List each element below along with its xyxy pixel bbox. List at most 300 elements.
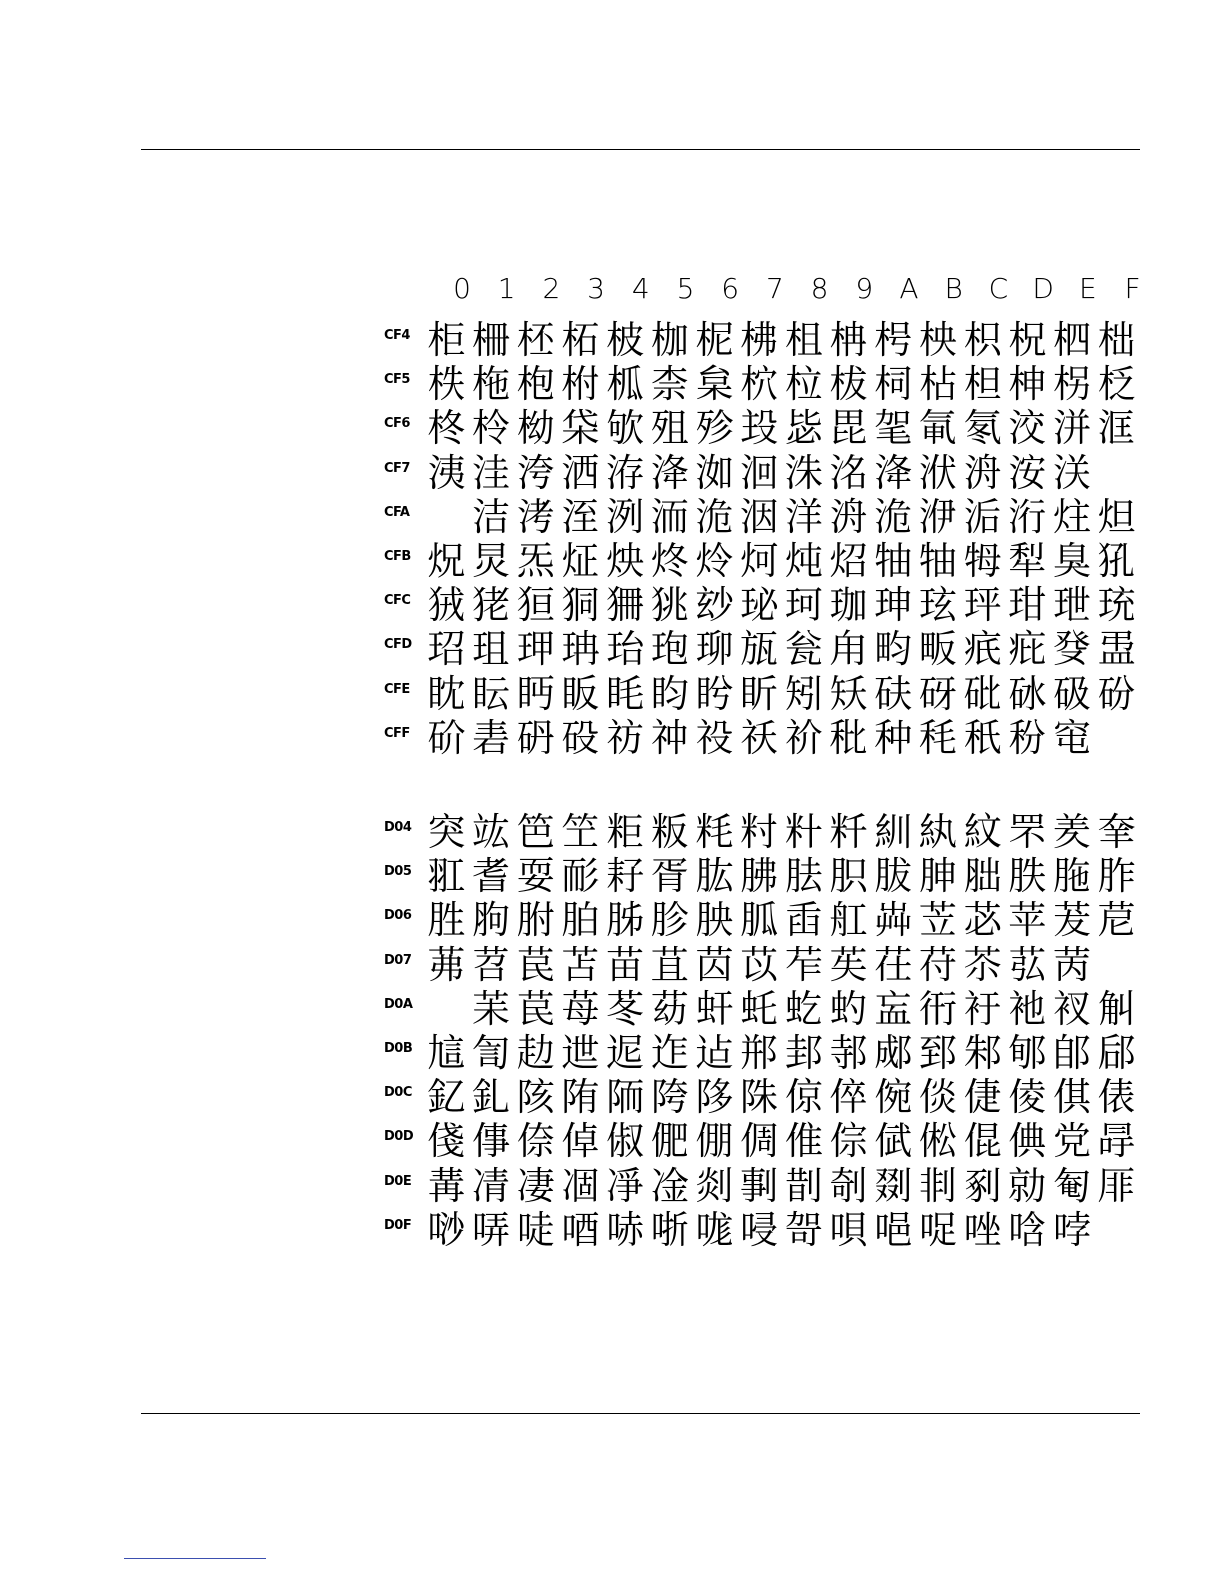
char-cell: 砏 (1097, 671, 1136, 716)
char-cell: 倱 (963, 1119, 1002, 1164)
char-cell: 洢 (918, 494, 957, 539)
char-cell: 殶 (740, 406, 779, 451)
char-cell: 舡 (829, 898, 868, 943)
char-cell: 笁 (561, 810, 600, 854)
char-cell: 柶 (1052, 318, 1091, 362)
char-cell: 炴 (606, 538, 645, 583)
char-cell: 狦 (606, 583, 645, 628)
char-cell: 盺 (740, 671, 779, 716)
row-label: CFA (384, 504, 410, 520)
char-cell: 郇 (1008, 1030, 1047, 1075)
char-cell: 炡 (561, 538, 600, 583)
char-cell: 疧 (963, 627, 1002, 672)
char-cell: 柫 (740, 318, 779, 362)
column-header-4: 4 (631, 272, 650, 305)
char-cell: 虼 (784, 986, 823, 1031)
char-cell: 牰 (918, 538, 957, 583)
char-cell: 籿 (740, 810, 779, 854)
char-cell: 陔 (516, 1075, 555, 1120)
char-cell: 柊 (427, 406, 466, 451)
row-label: CF7 (384, 460, 410, 476)
char-cell: 苲 (784, 942, 823, 987)
row-label: D0E (384, 1173, 412, 1189)
char-cell: 苕 (472, 942, 511, 987)
char-cell: 羍 (1097, 810, 1136, 854)
char-cell: 倇 (874, 1075, 913, 1120)
row-characters (424, 1031, 1139, 1075)
char-cell: 耆 (472, 854, 511, 899)
column-header-0: 0 (453, 272, 471, 305)
char-cell: 珇 (472, 627, 511, 672)
char-cell: 唗 (516, 1207, 555, 1252)
char-cell: 剡 (695, 1163, 734, 1208)
char-cell: 粄 (650, 810, 689, 854)
char-cell: 胗 (650, 898, 689, 943)
char-cell: 胑 (829, 854, 868, 899)
char-cell: 柎 (561, 362, 600, 407)
char-cell: 倜 (740, 1119, 779, 1164)
char-cell: 凅 (561, 1163, 600, 1208)
char-cell: 洈 (695, 494, 734, 539)
char-cell: 苠 (516, 986, 555, 1031)
char-cell: 倛 (1052, 1075, 1091, 1120)
char-cell: 柜 (427, 318, 466, 362)
char-cell: 胊 (472, 898, 511, 943)
char-cell: 柋 (561, 406, 600, 451)
char-cell: 洭 (1097, 406, 1136, 451)
char-cell: 砓 (561, 715, 600, 760)
char-cell: 胕 (516, 898, 555, 943)
char-cell: 狪 (561, 583, 600, 628)
char-cell: 苗 (606, 942, 645, 987)
char-cell: 玵 (1008, 583, 1047, 628)
char-cell: 洿 (516, 450, 555, 495)
char-cell: 殂 (650, 406, 689, 451)
char-cell: 炁 (516, 538, 555, 583)
row-label: CFC (384, 593, 411, 609)
char-cell: 玴 (1052, 583, 1091, 628)
char-cell: 唅 (1008, 1207, 1047, 1252)
char-cell: 剞 (829, 1163, 868, 1208)
char-cell: 秖 (963, 715, 1002, 760)
char-cell: 俷 (650, 1119, 689, 1164)
char-cell: 犁 (1008, 538, 1047, 583)
char-cell: 柮 (1097, 318, 1136, 362)
char-cell: 柪 (516, 406, 555, 451)
char-cell: 洘 (516, 494, 555, 539)
char-cell: 枳 (963, 318, 1002, 362)
column-header-a: A (899, 272, 919, 305)
char-cell: 粁 (829, 810, 868, 854)
char-cell: 衧 (963, 986, 1002, 1031)
char-cell: 凈 (606, 1163, 645, 1208)
char-cell: 苠 (516, 942, 555, 987)
row-characters (424, 318, 1139, 362)
char-cell: 陎 (740, 1075, 779, 1120)
char-cell: 砒 (963, 671, 1002, 716)
char-cell: 柉 (1097, 362, 1136, 407)
column-header-d: D (1032, 272, 1054, 305)
char-cell: 浂 (1052, 450, 1091, 495)
char-cell: 郅 (918, 1030, 957, 1075)
char-cell: 羾 (427, 854, 466, 899)
char-cell: 柅 (695, 318, 734, 362)
row-label: CF5 (384, 372, 410, 388)
char-cell: 迡 (606, 1030, 645, 1075)
char-cell: 眈 (427, 671, 466, 716)
char-cell: 盄 (1097, 627, 1136, 672)
char-cell: 倬 (561, 1119, 600, 1164)
char-cell: 洄 (740, 450, 779, 495)
char-cell: 柤 (784, 318, 823, 362)
char-cell: 牰 (874, 538, 913, 583)
char-cell: 柛 (1008, 362, 1047, 407)
char-cell: 珋 (695, 627, 734, 672)
char-cell: 苻 (918, 942, 957, 987)
char-cell: 胐 (963, 854, 1002, 899)
char-cell: 胦 (695, 898, 734, 943)
char-cell: 柺 (1052, 362, 1091, 407)
char-cell: 盻 (695, 671, 734, 716)
char-cell: 炾 (427, 538, 466, 583)
char-cell: 祅 (740, 715, 779, 760)
char-cell: 剕 (918, 1163, 957, 1208)
char-cell: 柂 (472, 362, 511, 407)
char-cell: 牳 (963, 538, 1002, 583)
char-cell: 眅 (561, 671, 600, 716)
char-cell: 炣 (740, 538, 779, 583)
char-cell: 衎 (918, 986, 957, 1031)
row-label: CF6 (384, 416, 410, 432)
row-characters (424, 451, 1139, 495)
char-cell: 剟 (874, 1163, 913, 1208)
char-cell: 苳 (606, 986, 645, 1031)
char-cell: 珌 (740, 583, 779, 628)
char-cell: 郱 (740, 1030, 779, 1075)
row-label: D06 (384, 908, 412, 924)
char-cell: 眄 (516, 671, 555, 716)
char-cell: 犼 (1097, 538, 1136, 583)
char-cell: 氡 (963, 406, 1002, 451)
row-characters (424, 406, 1139, 450)
char-cell: 倵 (874, 1119, 913, 1164)
char-cell: 突 (427, 810, 466, 854)
char-cell: 苹 (1008, 898, 1047, 943)
char-cell: 剚 (740, 1163, 779, 1208)
row-characters (424, 362, 1139, 406)
char-cell: 唑 (963, 1207, 1002, 1252)
char-cell: 胉 (561, 898, 600, 943)
char-cell: 虳 (829, 986, 868, 1031)
char-cell: 赲 (516, 1030, 555, 1075)
column-header-5: 5 (676, 272, 695, 305)
char-cell: 迣 (561, 1030, 600, 1075)
char-cell: 枮 (918, 362, 957, 407)
char-cell: 柧 (606, 362, 645, 407)
row-characters (424, 716, 1139, 760)
char-cell: 畇 (874, 627, 913, 672)
char-cell: 粔 (606, 810, 645, 854)
char-cell: 剢 (963, 1163, 1002, 1208)
char-cell: 哱 (1052, 1207, 1091, 1252)
char-cell: 凊 (472, 1163, 511, 1208)
char-cell: 唦 (427, 1207, 466, 1252)
char-cell: 疪 (1008, 627, 1047, 672)
char-cell: 洺 (829, 450, 868, 495)
char-cell: 俶 (606, 1119, 645, 1164)
char-cell: 狟 (516, 583, 555, 628)
char-cell: 胂 (918, 854, 957, 899)
char-cell: 哤 (695, 1207, 734, 1252)
char-cell: 珃 (561, 627, 600, 672)
char-cell: 粍 (695, 810, 734, 854)
char-cell: 柭 (829, 362, 868, 407)
char-cell: 柟 (829, 318, 868, 362)
footer-link-underline (124, 1558, 266, 1559)
char-cell: 芔 (874, 898, 913, 943)
char-cell: 种 (874, 715, 913, 760)
top-rule (141, 149, 1140, 150)
char-cell: 砃 (516, 715, 555, 760)
row-label: D0C (384, 1085, 412, 1101)
char-cell: 衪 (1008, 986, 1047, 1031)
char-cell: 苵 (829, 942, 868, 987)
char-cell: 玾 (516, 627, 555, 672)
column-header-c: C (988, 272, 1009, 305)
char-cell: 倧 (829, 1119, 868, 1164)
char-cell: 洼 (472, 450, 511, 495)
char-cell: 虴 (740, 986, 779, 1031)
char-cell: 狣 (650, 583, 689, 628)
column-header-2: 2 (542, 272, 561, 305)
char-cell: 玅 (695, 583, 734, 628)
char-cell: 胈 (874, 854, 913, 899)
char-cell: 邿 (829, 1030, 868, 1075)
char-cell: 陊 (695, 1075, 734, 1120)
char-cell: 胇 (740, 854, 779, 899)
row-label: D0A (384, 996, 413, 1012)
char-cell: 哫 (918, 1207, 957, 1252)
row-label: CF4 (384, 328, 410, 343)
char-cell: 唈 (874, 1207, 913, 1252)
char-cell: 虷 (695, 986, 734, 1031)
char-cell: 眊 (606, 671, 645, 716)
char-cell: 倳 (472, 1119, 511, 1164)
char-cell: 洀 (829, 494, 868, 539)
char-cell: 秏 (918, 715, 957, 760)
char-cell: 凄 (516, 1163, 555, 1208)
column-header-b: B (944, 272, 963, 305)
char-cell: 枵 (874, 318, 913, 362)
char-cell: 祄 (784, 715, 823, 760)
char-cell: 氠 (918, 406, 957, 451)
char-cell: 胥 (650, 854, 689, 899)
char-cell: 柣 (427, 362, 466, 407)
char-cell: 籵 (784, 810, 823, 854)
char-cell: 柦 (963, 362, 1002, 407)
char-cell: 肱 (695, 854, 734, 899)
char-cell: 苿 (472, 986, 511, 1031)
char-cell: 洋 (784, 494, 823, 539)
char-cell: 俴 (427, 1119, 466, 1164)
char-cell: 胠 (784, 854, 823, 899)
column-header-7: 7 (765, 272, 784, 305)
char-cell: 洇 (740, 494, 779, 539)
char-cell: 邾 (963, 1030, 1002, 1075)
row-characters (424, 810, 1139, 854)
char-cell: 凎 (650, 1163, 689, 1208)
char-cell: 苙 (918, 898, 957, 943)
column-header-8: 8 (810, 272, 829, 305)
char-cell: 苺 (561, 986, 600, 1031)
char-cell: 邽 (784, 1030, 823, 1075)
char-cell: 洒 (561, 450, 600, 495)
char-cell: 俵 (1097, 1075, 1136, 1120)
char-cell: 紋 (963, 810, 1002, 854)
char-cell: 倰 (1008, 1075, 1047, 1120)
char-cell: 洉 (963, 494, 1002, 539)
char-cell: 胅 (1008, 854, 1047, 899)
char-cell: 耔 (606, 854, 645, 899)
char-cell: 臭 (1052, 538, 1091, 583)
column-header-3: 3 (587, 272, 605, 305)
char-cell: 匎 (1052, 1163, 1091, 1208)
char-cell: 茌 (874, 942, 913, 987)
char-cell: 砑 (918, 671, 957, 716)
char-cell: 苶 (963, 942, 1002, 987)
char-cell: 苴 (650, 942, 689, 987)
char-cell: 炟 (1097, 494, 1136, 539)
char-cell: 砎 (427, 715, 466, 760)
row-characters (424, 1075, 1139, 1119)
row-label: D07 (384, 952, 412, 968)
char-cell: 哧 (606, 1207, 645, 1252)
row-label: CFB (384, 548, 411, 564)
row-characters (424, 583, 1139, 627)
column-header-9: 9 (855, 272, 874, 305)
char-cell: 畈 (918, 627, 957, 672)
char-cell: 倞 (784, 1075, 823, 1120)
row-characters (424, 898, 1139, 942)
row-label: D0F (384, 1217, 412, 1233)
char-cell: 郈 (1097, 1030, 1136, 1075)
char-cell: 剒 (784, 1163, 823, 1208)
row-characters (424, 1119, 1139, 1163)
row-label: CFE (384, 681, 410, 697)
char-cell: 炩 (695, 538, 734, 583)
char-cell: 毖 (784, 406, 823, 451)
char-cell: 洴 (1052, 406, 1091, 451)
char-cell: 陏 (561, 1075, 600, 1120)
char-cell: 珆 (606, 627, 645, 672)
char-cell: 苨 (1097, 898, 1136, 943)
char-cell: 洷 (561, 494, 600, 539)
char-cell: 洏 (650, 494, 689, 539)
char-cell: 笆 (516, 810, 555, 854)
char-cell: 苫 (561, 942, 600, 987)
char-cell: 玹 (918, 583, 957, 628)
char-cell: 耏 (561, 854, 600, 899)
char-cell: 盷 (650, 671, 689, 716)
row-characters (424, 495, 1139, 539)
row-characters (424, 1208, 1139, 1252)
row-label: D05 (384, 864, 412, 880)
char-cell: 迮 (650, 1030, 689, 1075)
row-characters (424, 854, 1139, 898)
char-cell: 炵 (650, 538, 689, 583)
char-cell: 祋 (695, 715, 734, 760)
char-cell: 臿 (784, 898, 823, 943)
char-cell: 柵 (472, 318, 511, 362)
char-cell: 迠 (695, 1030, 734, 1075)
char-cell: 胜 (427, 898, 466, 943)
char-cell: 倗 (695, 1119, 734, 1164)
char-cell: 苡 (740, 942, 779, 987)
column-header-e: E (1078, 272, 1097, 305)
char-cell: 炖 (784, 538, 823, 583)
char-cell: 胙 (1097, 854, 1136, 899)
char-cell: 柘 (561, 318, 600, 362)
char-cell: 毠 (874, 406, 913, 451)
char-cell: 祊 (606, 715, 645, 760)
char-cell: 洙 (784, 450, 823, 495)
char-cell: 倯 (918, 1119, 957, 1164)
char-cell: 砐 (1052, 671, 1091, 716)
char-cell: 炤 (829, 538, 868, 583)
char-cell: 苬 (695, 942, 734, 987)
char-cell: 苰 (1008, 942, 1047, 987)
char-cell: 枷 (650, 318, 689, 362)
char-cell: 洀 (963, 450, 1002, 495)
char-cell: 柃 (472, 406, 511, 451)
char-cell: 苭 (650, 986, 689, 1031)
char-cell: 狫 (472, 583, 511, 628)
row-label: D0D (384, 1129, 414, 1145)
char-cell: 柰 (650, 362, 689, 407)
char-cell: 瓬 (740, 627, 779, 672)
char-cell: 枲 (695, 362, 734, 407)
row-characters (424, 672, 1139, 716)
char-cell: 訄 (427, 1030, 466, 1075)
char-cell: 唄 (829, 1207, 868, 1252)
char-cell: 洝 (1008, 450, 1047, 495)
char-cell: 厞 (1097, 1163, 1136, 1208)
char-cell: 砉 (472, 715, 511, 760)
char-cell: 珫 (1097, 583, 1136, 628)
char-cell: 釓 (472, 1075, 511, 1120)
char-cell: 柀 (606, 318, 645, 362)
char-cell: 勍 (1008, 1163, 1047, 1208)
char-cell: 欨 (606, 406, 645, 451)
char-cell: 枹 (516, 362, 555, 407)
char-cell: 茇 (1052, 898, 1091, 943)
char-cell: 哳 (650, 1207, 689, 1252)
char-cell: 哢 (472, 1207, 511, 1252)
char-cell: 珂 (784, 583, 823, 628)
char-cell: 洁 (472, 494, 511, 539)
row-characters (424, 627, 1139, 671)
char-cell: 矧 (784, 671, 823, 716)
row-characters (424, 539, 1139, 583)
char-cell: 紃 (874, 810, 913, 854)
char-cell: 倓 (918, 1075, 957, 1120)
char-cell: 胍 (740, 898, 779, 943)
char-cell: 秕 (829, 715, 868, 760)
char-cell: 倅 (829, 1075, 868, 1120)
char-cell: 洨 (1008, 406, 1047, 451)
char-cell: 洌 (606, 494, 645, 539)
char-cell: 洐 (1008, 494, 1047, 539)
